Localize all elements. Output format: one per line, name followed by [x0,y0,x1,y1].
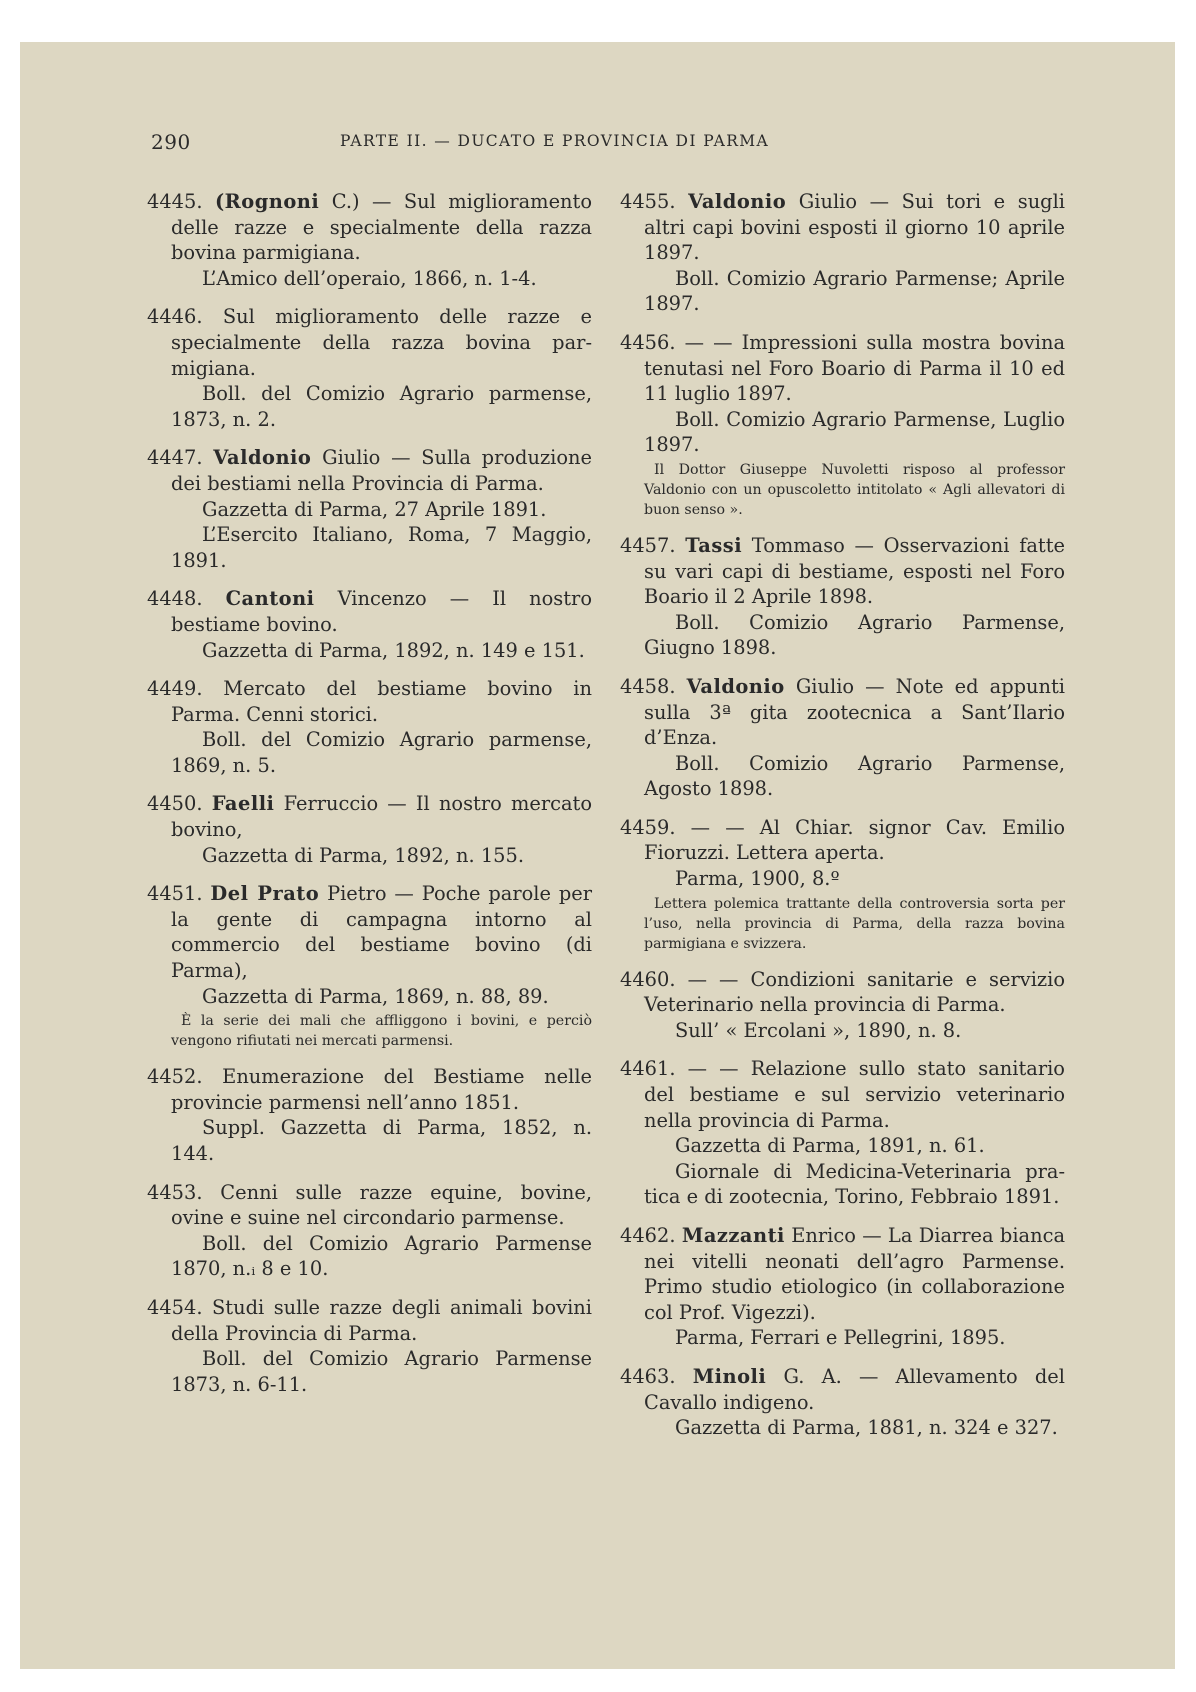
entry-source: Giornale di Medicina-Veterinaria pratica e di zootecnia, Torino, Febbraio 1891. [644,1159,1065,1209]
entry-source: Gazzetta di Parma, 27 Aprile 1891. [202,497,547,521]
entry-title [620,674,1065,751]
entry-text: — — Condizioni sanitarie e servizio Veterinario nella provincia di Parma. [644,967,1065,1017]
entry-number: 4452. [147,1065,203,1089]
entry-title [620,815,1065,866]
book-page [20,42,1175,1669]
entry-source: Boll. Comizio Agrario Parmense; Aprile 1897. [644,266,1065,316]
entry-text: Pietro — Poche parole per la gente di campagna intorno al commercio del bestiame bovino (di Parma), [171,882,592,983]
entry-author: Faelli [211,792,275,816]
entry-number: 4454. [147,1295,203,1319]
entry-author: Minoli [692,1364,767,1388]
bibliography-entry [620,330,1065,520]
entry-title [147,1064,592,1115]
bibliography-entry [147,189,592,291]
entry-number: 4460. [620,967,676,991]
entry-title [620,1056,1065,1133]
page-number: 290 [151,130,191,154]
entry-title [147,791,592,842]
entry-author: Del Prato [210,882,320,906]
entry-text: Tommaso — Osservazioni fatte su vari capi di bestiame, esposti nel Foro Boario il 2 Aprile 1898. [644,533,1065,609]
entry-source: Boll. del Comizio Agrario parmense, 1873, n. 2. [171,382,592,431]
entry-number: 4455. [620,190,676,213]
entry-text: — — Relazione sullo stato sanitario del bestiame e sul servizio veterinario nella provincia di Parma. [644,1057,1065,1132]
entry-author: (Rognoni [214,190,320,213]
entry-number: 4448. [147,587,203,611]
bibliography-entry [620,674,1065,802]
entry-source: Boll. Comizio Agrario Parmense, Giugno 1898. [644,610,1065,660]
entry-source: Boll. Comizio Agrario Parmense, Agosto 1898. [644,751,1065,801]
entry-number: 4458. [620,674,676,698]
entry-number: 4451. [147,882,203,906]
entry-number: 4459. [620,815,676,839]
entry-title [147,304,592,381]
entry-number: 4463. [620,1364,676,1388]
entry-source: Gazzetta di Parma, 1891, n. 61. [675,1134,985,1158]
entry-number: 4462. [620,1224,676,1247]
entry-author: Valdonio [686,674,785,698]
entry-source: Gazzetta di Parma, 1892, n. 149 e 151. [202,638,585,662]
entry-text: Giulio — Sulla produzione dei bestiami nella Provincia di Parma. [171,446,592,495]
bibliography-entry [147,1064,592,1166]
bibliography-entry [620,815,1065,954]
right-column [620,189,1065,1454]
entry-source: Suppl. Gazzetta di Parma, 1852, n. 144. [171,1116,592,1165]
page-header [20,130,1175,160]
entry-source: Boll. del Comizio Agrario Parmense 1870, n.ᵢ 8 e 10. [171,1231,592,1281]
entry-source: Boll. del Comizio Agrario Parmense 1873, n. 6-11. [171,1347,592,1396]
entry-title [620,330,1065,407]
bibliography-entry [620,1056,1065,1210]
entry-source: L’Amico dell’operaio, 1866, n. 1-4. [202,266,537,290]
bibliography-entry [147,304,592,432]
bibliography-entry [147,1295,592,1397]
entry-source: Parma, Ferrari e Pellegrini, 1895. [675,1326,1006,1350]
left-column [147,189,592,1410]
entry-source: Sull’ « Ercolani », 1890, n. 8. [675,1018,962,1042]
bibliography-entry [620,189,1065,317]
entry-title [620,967,1065,1018]
entry-text: Enrico — La Diarrea bianca nei vitelli neonati dell’agro Parmense. Primo studio etiologico (in collaborazione col Prof. Vigezzi). [644,1224,1066,1324]
entry-author: Valdonio [213,446,312,470]
bibliography-entry [147,791,592,868]
bibliography-entry [147,586,592,663]
entry-source: Gazzetta di Parma, 1881, n. 324 e 327. [675,1416,1058,1440]
entry-text: G. A. — Allevamento del Cavallo indigeno. [644,1364,1065,1414]
entry-title [147,1180,592,1231]
bibliography-entry [620,1364,1065,1441]
entry-source: Gazzetta di Parma, 1892, n. 155. [202,843,524,867]
entry-number: 4446. [147,305,203,329]
entry-source: L’Esercito Italiano, Roma, 7 Maggio, 1891. [171,523,592,572]
entry-author: Mazzanti [681,1224,785,1247]
running-title: PARTE II. — DUCATO E PROVINCIA DI PARMA [340,132,770,150]
bibliography-entry [620,967,1065,1044]
bibliography-entry [620,533,1065,661]
entry-source: Boll. Comizio Agrario Parmense, Luglio 1897. [644,407,1065,457]
entry-text: Giulio — Sui tori e sugli altri capi bovini esposti il giorno 10 aprile 1897. [644,190,1065,265]
entry-title [147,445,592,496]
entry-title [620,189,1065,266]
entry-title [147,1295,592,1346]
bibliography-entry [620,1223,1065,1351]
entry-note: È la serie dei mali che affliggono i bovini, e perciò vengono rifiutati nei mercati parmensi. [171,1013,592,1050]
entry-number: 4449. [147,677,203,701]
bibliography-entry [147,1180,592,1282]
entry-source: Boll. del Comizio Agrario parmense, 1869, n. 5. [171,728,592,777]
entry-source: Parma, 1900, 8.º [675,867,840,891]
entry-title [147,881,592,983]
entry-text: Enumerazione del Bestiame nelle provincie parmensi nell’anno 1851. [171,1065,592,1114]
entry-note: Lettera polemica trattante della controversia sorta per l’uso, nella provincia di Parma, della razza bovina parmigiana e svizzera. [644,895,1065,952]
entry-title [147,586,592,637]
entry-title [147,189,592,266]
entry-text: C.) — Sul miglioramento delle razze e specialmente della razza bovina parmigiana. [171,190,592,265]
entry-number: 4445. [147,190,203,213]
entry-number: 4447. [147,446,203,470]
bibliography-entry [147,676,592,778]
entry-title [620,1364,1065,1415]
entry-text: Sul miglioramento delle razze e specialmente della razza bovina parmigiana. [171,305,592,380]
entry-number: 4456. [620,330,676,354]
entry-text: Giulio — Note ed appunti sulla 3ª gita zootecnica a Sant’Ilario d’Enza. [644,674,1065,750]
entry-number: 4457. [620,533,676,557]
entry-text: Studi sulle razze degli animali bovini della Provincia di Parma. [171,1295,592,1345]
entry-text: Cenni sulle razze equine, bovine, ovine e suine nel circondario parmense. [171,1180,592,1230]
entry-note: Il Dottor Giuseppe Nuvoletti risposo al professor Valdonio con un opuscoletto intitolato « Agli allevatori di buon senso ». [644,461,1065,518]
entry-text: Vincenzo — Il nostro bestiame bovino. [171,587,592,636]
entry-text: — — Impressioni sulla mostra bovina tenutasi nel Foro Boario di Parma il 10 ed 11 luglio 1897. [644,330,1065,406]
entry-title [620,533,1065,610]
entry-number: 4453. [147,1180,203,1204]
bibliography-entry [147,445,592,573]
bibliography-entry [147,881,592,1051]
entry-text: Ferruccio — Il nostro mercato bovino, [171,792,592,842]
entry-number: 4450. [147,792,203,816]
entry-author: Valdonio [688,190,787,213]
entry-number: 4461. [620,1057,676,1081]
entry-author: Tassi [685,533,743,557]
entry-author: Cantoni [225,587,315,611]
entry-text: Mercato del bestiame bovino in Parma. Cenni storici. [171,677,592,726]
entry-source: Gazzetta di Parma, 1869, n. 88, 89. [202,984,549,1008]
entry-title [620,1223,1065,1325]
entry-title [147,676,592,727]
entry-text: — — Al Chiar. signor Cav. Emilio Fioruzzi. Lettera aperta. [644,815,1065,865]
